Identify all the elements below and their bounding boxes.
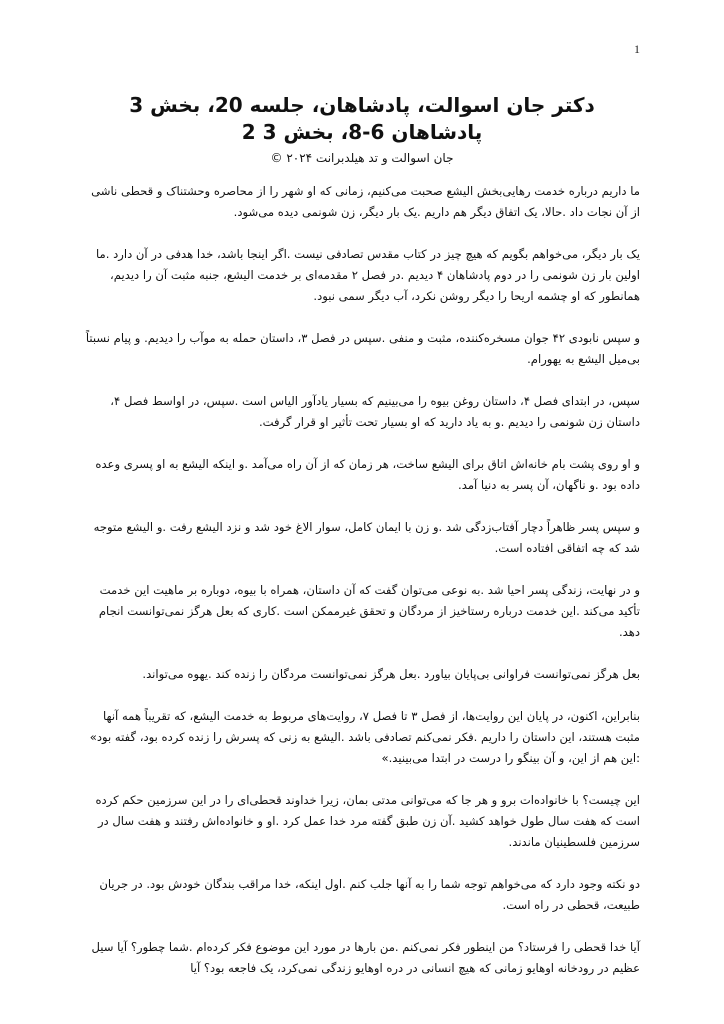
- paragraph-8: بعل هرگز نمی‌توانست فراوانی بی‌پایان بیاورد .بعل هرگز نمی‌توانست مردگان را زنده کند .یهوه می‌تواند.: [142, 667, 640, 681]
- paragraph-5: و او روی پشت بام خانه‌اش اتاق برای الیشع ساخت، هر زمان که از آن راه می‌آمد .و اینکه الیشع به او پسری وعده داده بود .و ناگهان، آن پسر به دنیا آمد.: [95, 457, 640, 492]
- paragraph-10: این چیست؟ با خانواده‌ات برو و هر جا که می‌توانی مدتی بمان، زیرا خداوند قحطی‌ای را در این سرزمین حکم کرده است که هفت سال طول خواهد کشید .آن زن طبق گفته مرد خدا عمل کرد .او و خانواده‌اش رفتند و هفت سال در سرزمین فلسطینیان ماندند.: [95, 793, 640, 849]
- paragraph-7: و در نهایت، زندگی پسر احیا شد .به نوعی می‌توان گفت که آن داستان، همراه با بیوه، دوباره بر ماهیت این خدمت تأکید می‌کند .این خدمت درباره رستاخیز از مردگان و تحقق غیرممکن است .کاری که بعل هرگز نمی‌توانست انجام دهد.: [98, 583, 640, 639]
- document-body: [84, 181, 640, 999]
- paragraph-6: و سپس پسر ظاهراً دچار آفتاب‌زدگی شد .و زن با ایمان کامل، سوار الاغ خود شد و نزد الیشع رفت .و الیشع متوجه شد که چه اتفاقی افتاده است.: [93, 520, 640, 555]
- paragraph-4: سپس، در ابتدای فصل ۴، داستان روغن بیوه را می‌بینیم که بسیار یادآور الیاس است .سپس، در اواسط فصل ۴، داستان زن شونمی را دیدیم .و به یاد دارید که او بسیار تحت تأثیر او قرار گرفت.: [110, 394, 640, 429]
- title-line-2: پادشاهان 6-8، بخش 3 2: [241, 120, 483, 144]
- title-line-1: دکتر جان اسوالت، پادشاهان، جلسه 20، بخش 3: [129, 93, 595, 117]
- page-number: 1: [634, 42, 640, 56]
- paragraph-3: و سپس نابودی ۴۲ جوان مسخره‌کننده، مثبت و منفی .سپس در فصل ۳، داستان حمله به موآب را دیدیم. و پیام نسبتاً بی‌میل الیشع به یهورام.: [85, 331, 640, 366]
- paragraph-2: یک بار دیگر، می‌خواهم بگویم که هیچ چیز در کتاب مقدس تصادفی نیست .اگر اینجا باشد، خدا هدفی در آن دارد .ما اولین بار زن شونمی را در دوم پادشاهان ۴ دیدیم .در فصل ۲ مقدمه‌ای بر خدمت الیشع، جنبه مثبت آن را دیدیم، همانطور که او چشمه اریحا را دیگر روشن نکرد، آب دیگر سمی نبود.: [95, 247, 640, 303]
- paragraph-9: بنابراین، اکنون، در پایان این روایت‌ها، از فصل ۳ تا فصل ۷، روایت‌های مربوط به خدمت الیشع، که تقریباً همه آنها مثبت هستند، این داستان را داریم .فکر نمی‌کنم تصادفی باشد .الیشع به زنی که پسرش را زنده کرده بود، گفته بود» :این هم از این، و آن بینگو را درست در ابتدا می‌بینید.»: [89, 709, 640, 765]
- document-header: [80, 92, 644, 168]
- paragraph-11: دو نکته وجود دارد که می‌خواهم توجه شما را به آنها جلب کنم .اول اینکه، خدا مراقب بندگان خودش بود. در جریان طبیعت، قحطی در راه است.: [99, 877, 640, 912]
- paragraph-1: ما داریم درباره خدمت رهایی‌بخش الیشع صحبت می‌کنیم، زمانی که او شهر را از محاصره وحشتناک و قحطی ناشی از آن نجات داد .حالا، یک اتفاق دیگر هم داریم .یک بار دیگر، زن شونمی دیده می‌شود.: [91, 184, 640, 219]
- copyright-line: جان اسوالت و تد هیلدبرانت ۲۰۲۴ ©: [270, 151, 454, 165]
- paragraph-12: آیا خدا قحطی را فرستاد؟ من اینطور فکر نمی‌کنم .من بارها در مورد این موضوع فکر کرده‌ام .شما چطور؟ آیا سیل عظیم در رودخانه اوهایو زمانی که هیچ انسانی در دره اوهایو زندگی نمی‌کرد، یک فاجعه بود؟ آیا: [91, 940, 640, 975]
